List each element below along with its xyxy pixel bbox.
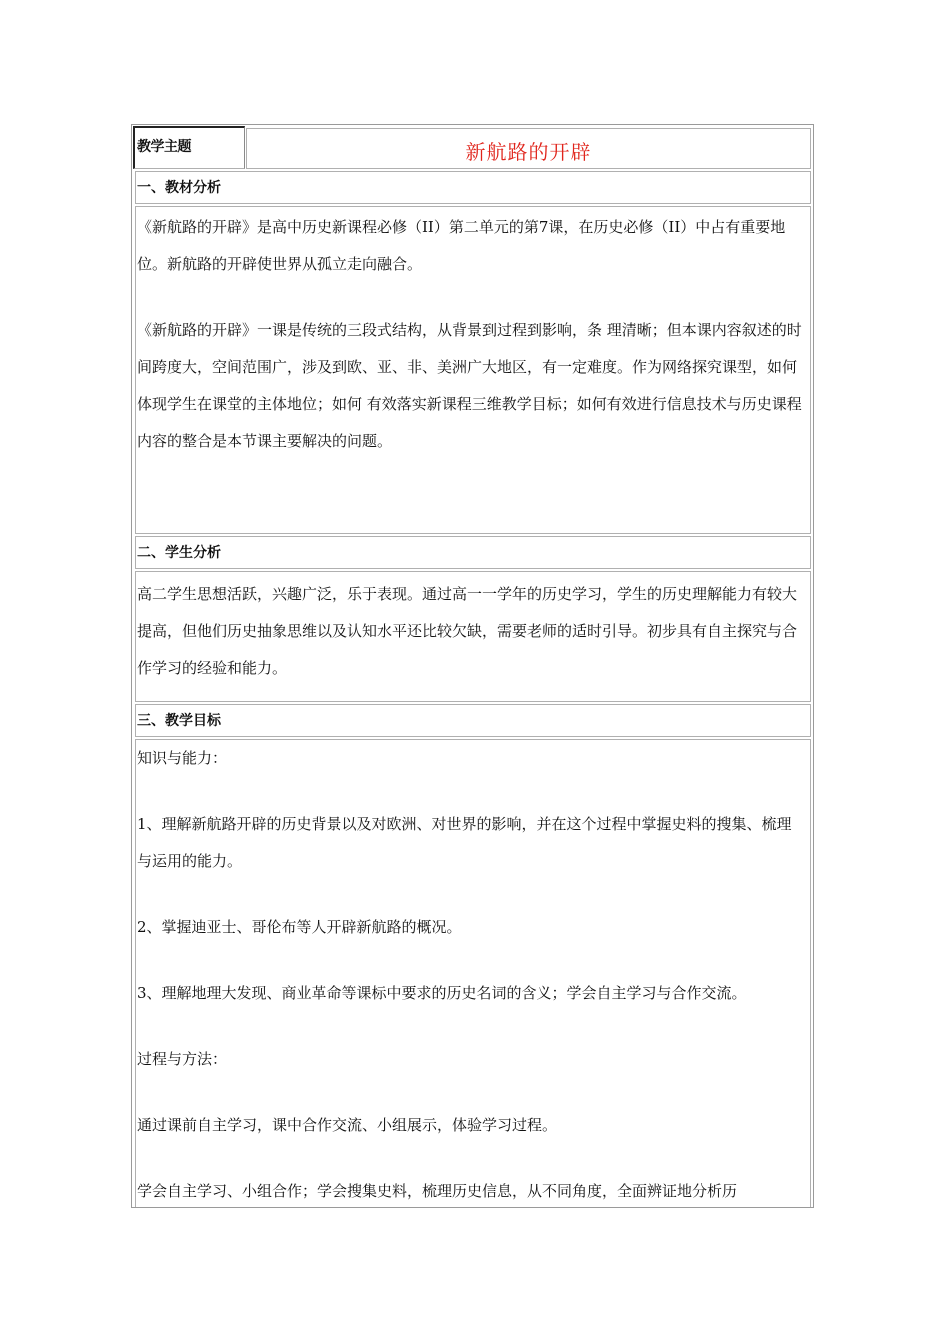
paragraph: 《新航路的开辟》是高中历史新课程必修（II）第二单元的第7课，在历史必修（II）中占有重要地位。新航路的开辟使世界从孤立走向融合。 xyxy=(137,218,786,273)
paragraph: 学会自主学习、小组合作；学会搜集史料，梳理历史信息，从不同角度，全面辨证地分析历 xyxy=(137,1182,738,1200)
title-cell xyxy=(246,128,811,169)
section-body-textbook xyxy=(135,206,811,534)
section-body-students xyxy=(135,571,811,702)
topic-label: 教学主题 xyxy=(137,139,191,155)
section-heading-goals xyxy=(135,704,811,737)
section-body-goals xyxy=(135,739,811,1208)
paragraph: 3、理解地理大发现、商业革命等课标中要求的历史名词的含义；学会自主学习与合作交流。 xyxy=(137,984,747,1002)
topic-label-cell xyxy=(133,126,245,169)
paragraph: 高二学生思想活跃，兴趣广泛，乐于表现。通过高一一学年的历史学习，学生的历史理解能力有较大提高，但他们历史抽象思维以及认知水平还比较欠缺，需要老师的适时引导。初步具有自主探究与合作学习的经验和能力。 xyxy=(137,585,798,677)
paragraph: 1、理解新航路开辟的历史背景以及对欧洲、对世界的影响，并在这个过程中掌握史料的搜集、梳理与运用的能力。 xyxy=(137,815,792,870)
section-heading-textbook xyxy=(135,171,811,204)
section-heading-text: 三、教学目标 xyxy=(137,713,221,729)
lesson-plan-table xyxy=(131,124,814,1208)
section-heading-students xyxy=(135,536,811,569)
paragraph: 《新航路的开辟》一课是传统的三段式结构，从背景到过程到影响，条 理清晰；但本课内容叙述的时间跨度大，空间范围广，涉及到欧、亚、非、美洲广大地区，有一定难度。作为网络探究课型，如何体现学生在课堂的主体地位；如何 有效落实新课程三维教学目标；如何有效进行信息技术与历史课程内容的整合是本节课主要解决的问题。 xyxy=(137,321,802,450)
paragraph: 过程与方法： xyxy=(137,1050,228,1068)
paragraph: 2、掌握迪亚士、哥伦布等人开辟新航路的概况。 xyxy=(137,918,462,936)
paragraph: 通过课前自主学习，课中合作交流、小组展示，体验学习过程。 xyxy=(137,1116,558,1134)
lesson-title: 新航路的开辟 xyxy=(465,140,592,164)
section-heading-text: 二、学生分析 xyxy=(137,545,221,561)
section-heading-text: 一、教材分析 xyxy=(137,180,221,196)
paragraph: 知识与能力： xyxy=(137,749,228,767)
